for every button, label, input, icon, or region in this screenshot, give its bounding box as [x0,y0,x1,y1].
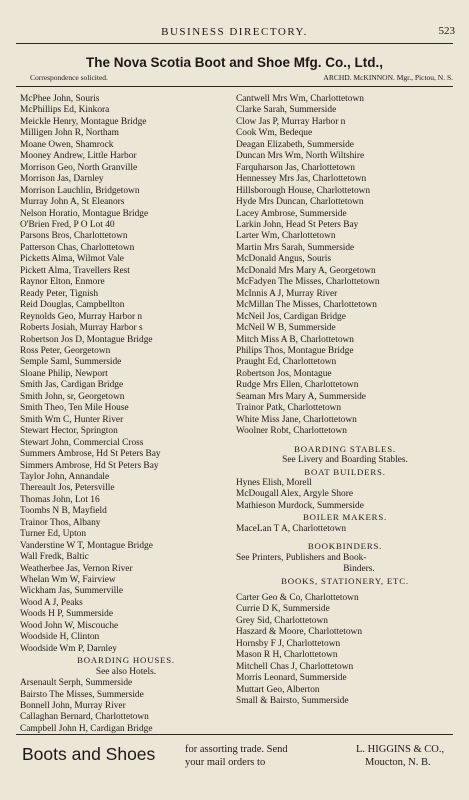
directory-entry: Hennessey Mrs Jas, Charlottetown [236,174,367,185]
section-heading: BOILER MAKERS. [302,512,388,523]
header-rule [16,43,453,44]
directory-entry: Thereault Jos, Petersville [20,483,115,494]
directory-entry: Bairsto The Misses, Summerside [20,689,144,700]
directory-entry: Robertson Jos, Montague [236,368,332,379]
directory-entry: McDonald Mrs Mary A, Georgetown [236,265,376,276]
directory-entry: O'Brien Fred, P O Lot 40 [20,219,115,230]
footer-advert-line: for assorting trade. Send [185,744,288,755]
directory-entry: Morrison Lauchlin, Bridgetown [20,185,140,196]
directory-entry: Wickham Jas, Summerville [20,586,123,597]
directory-entry: Farquharson Jas, Charlottetown [236,162,355,173]
directory-entry: Nelson Horatio, Montague Bridge [20,208,149,219]
directory-entry: Campbell John H, Cardigan Bridge [20,723,153,734]
directory-entry: McInnis A J, Murray River [236,288,338,299]
directory-entry: Haszard & Moore, Charlottetown [236,627,363,638]
directory-entry: Hillsborough House, Charlottetown [236,185,371,196]
directory-entry: Milligen John R, Northam [20,128,119,139]
directory-entry: Smith Theo, Ten Mile House [20,403,129,414]
directory-entry: Bonnell John, Murray River [20,701,126,712]
directory-entry: Praught Ed, Charlottetown [236,357,337,368]
advertisement-rule [16,86,453,87]
directory-entry: Wood A J, Peaks [20,597,83,608]
directory-entry: McMillan The Misses, Charlottetown [236,300,377,311]
cross-reference-note: See also Hotels. [95,666,157,677]
section-heading: BOARDING HOUSES. [77,655,175,666]
directory-entry: Hornsby F J, Charlottetown [236,638,341,649]
page-number: 523 [438,25,455,37]
directory-entry: Larkin John, Head St Peters Bay [236,219,359,230]
directory-entry: Wall Fredk, Baltic [20,552,89,563]
directory-entry: Woodside Wm P, Darnley [20,643,117,654]
advertisement-company: The Nova Scotia Boot and Shoe Mfg. Co., Ltd., [86,55,383,70]
directory-entry: Reid Douglas, Campbellton [20,300,125,311]
directory-entry: Pickett Alma, Travellers Rest [20,265,130,276]
directory-entry: Simmers Ambrose, Hd St Peters Bay [20,460,159,471]
cross-reference-note: Binders. [343,564,375,575]
directory-entry: Stewart John, Commercial Cross [20,437,144,448]
directory-entry: Deagan Elizabeth, Summerside [236,139,354,150]
directory-entry: Picketts Alma, Wilmot Vale [20,254,124,265]
advertisement-note-left: Correspondence solicited. [30,73,108,82]
cross-reference-note: See Livery and Boarding Stables. [282,455,408,466]
directory-entry: Trainor Thos, Albany [20,517,101,528]
footer-company-name: L. HIGGINS & CO., [356,744,445,755]
directory-entry: Hyde Mrs Duncan, Charlottetown [236,197,364,208]
directory-entry: McPhillips Ed, Kinkora [20,105,110,116]
directory-entry: Toombs N B, Mayfield [20,506,107,517]
directory-entry: Smith Jas, Cardigan Bridge [20,380,124,391]
directory-entry: McFadyen The Misses, Charlottetown [236,277,380,288]
directory-entry: Smith Wm C, Hunter River [20,414,124,425]
section-heading: BOOKBINDERS. [307,541,383,552]
directory-entry: Robertson Jos D, Montague Bridge [20,334,153,345]
directory-entry: McDonald Angus, Souris [236,254,332,265]
footer-advert-headline: Boots and Shoes [22,744,156,764]
footer-company-place: Moucton, N. B. [365,757,431,768]
directory-entry: Weatherbee Jas, Vernon River [20,563,133,574]
directory-entry: Roberts Josiah, Murray Harbor s [20,323,143,334]
directory-entry: Sloane Philip, Newport [20,368,108,379]
directory-entry: Moane Owen, Shamrock [20,139,114,150]
directory-entry: MaceLan T A, Charlottetown [236,523,347,534]
directory-entry: McNeil W B, Summerside [236,323,336,334]
directory-entry: Carter Geo & Co, Charlottetown [236,593,359,604]
directory-entry: Woolner Robt, Charlottetown [236,426,347,437]
directory-entry: Trainor Patk, Charlottetown [236,403,342,414]
directory-entry: Raynor Elton, Enmore [20,277,105,288]
directory-entry: Semple Saml, Summerside [20,357,122,368]
directory-entry: Martin Mrs Sarah, Summerside [236,242,355,253]
directory-entry: Lacey Ambrose, Summerside [236,208,347,219]
directory-entry: White Miss Jane, Charlottetown [236,414,357,425]
directory-entry: Reynolds Geo, Murray Harbor n [20,311,143,322]
directory-entry: Ross Peter, Georgetown [20,345,111,356]
directory-entry: Morris Leonard, Summerside [236,673,347,684]
directory-entry: McNeil Jos, Cardigan Bridge [236,311,346,322]
directory-entry: Parsons Bros, Charlottetown [20,231,128,242]
directory-entry: Taylor John, Annandale [20,471,110,482]
directory-entry: McPhee John, Souris [20,94,100,104]
section-heading: BOARDING STABLES. [294,443,396,454]
directory-entry: Vanderstine W T, Montague Bridge [20,540,153,551]
directory-entry: Mason R H, Charlottetown [236,650,338,661]
directory-entry: Mathieson Murdock, Summerside [236,500,364,511]
directory-entry: Philips Thos, Montague Bridge [236,345,354,356]
directory-entry: Mooney Andrew, Little Harbor [20,151,137,162]
directory-entry: McDougall Alex, Argyle Shore [236,489,353,500]
directory-entry: Morrison Geo, North Granville [20,162,138,173]
directory-entry: Morrison Jas, Darnley [20,174,104,185]
directory-entry: Cook Wm, Bedeque [236,128,313,139]
directory-entry: Duncan Mrs Wm, North Wiltshire [236,151,365,162]
footer-advert-company [356,743,456,769]
left-column [20,94,232,735]
footer-rule [16,734,453,735]
advertisement-note-right: ARCHD. McKINNON. Mgr., Pictou, N. S. [323,73,453,82]
directory-entry: See Printers, Publishers and Book- [236,552,367,563]
directory-entry: Stewart Hector, Springton [20,426,118,437]
directory-entry: Wood John W, Miscouche [20,620,119,631]
running-header-title: BUSINESS DIRECTORY. [161,26,308,38]
directory-entry: Ready Peter, Tignish [20,288,99,299]
directory-entry: Summers Ambrose, Hd St Peters Bay [20,449,161,460]
directory-entry: Callaghan Bernard, Charlottetown [20,712,149,723]
directory-entry: Clow Jas P, Murray Harbor n [236,116,346,127]
directory-entry: Clarke Sarah, Summerside [236,105,337,116]
directory-entry: Larter Wm, Charlottetown [236,231,336,242]
directory-entry: Woodside H, Clinton [20,632,100,643]
footer-advert-text [185,743,340,769]
footer-advert-line: your mail orders to [185,757,266,768]
directory-entry: Thomas John, Lot 16 [20,494,100,505]
section-heading: BOAT BUILDERS. [304,466,386,477]
directory-entry: Muttart Geo, Alberton [236,684,320,695]
directory-entry: Arsenault Serph, Summerside [20,678,133,689]
directory-entry: Small & Bairsto, Summerside [236,696,349,707]
directory-entry: Patterson Chas, Charlottetown [20,242,135,253]
directory-entry: Mitchell Chas J, Charlottetown [236,661,354,672]
right-column [236,94,454,708]
directory-entry: Meickle Henry, Montague Bridge [20,116,147,127]
directory-entry: Grey Sid, Charlottetown [236,615,328,626]
directory-entry: Hynes Elish, Morell [236,477,312,488]
directory-entry: Rudge Mrs Ellen, Charlottetown [236,380,359,391]
directory-entry: Mitch Miss A B, Charlottetown [236,334,354,345]
directory-entry: Smith John, sr, Georgetown [20,391,125,402]
directory-entry: Murray John A, St Eleanors [20,197,125,208]
directory-entry: Woods H P, Summerside [20,609,113,620]
directory-entry: Currie D K, Summerside [236,604,330,615]
directory-entry: Cantwell Mrs Wm, Charlottetown [236,94,364,104]
directory-entry: Turner Ed, Upton [20,529,87,540]
section-heading: BOOKS, STATIONERY, ETC. [281,575,409,586]
directory-entry: Whelan Wm W, Fairview [20,575,116,586]
directory-entry: Seaman Mrs Mary A, Summerside [236,391,366,402]
